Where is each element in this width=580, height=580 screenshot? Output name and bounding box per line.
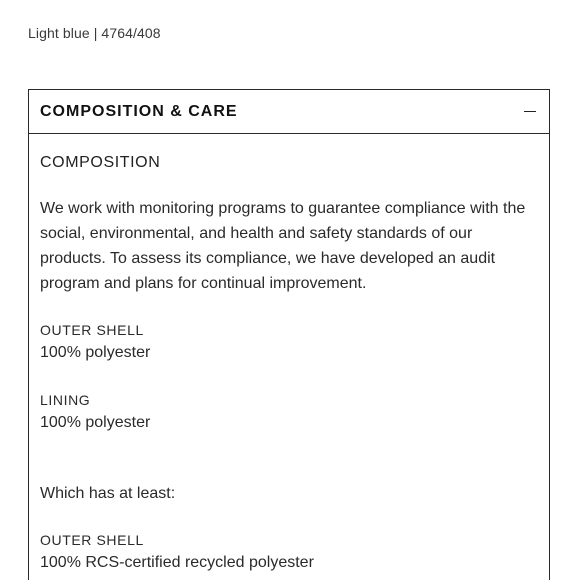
- material-block-lining: [40, 390, 150, 435]
- certified-value: 100% RCS-certified recycled polyester: [40, 554, 314, 571]
- compliance-paragraph: We work with monitoring programs to guarantee compliance with the social, environmental, and health and safety standards of our products. To assess its compliance, we have developed an audit program and plans for continual improvement.: [40, 200, 526, 292]
- composition-heading: COMPOSITION: [40, 154, 161, 171]
- accordion-header[interactable]: [29, 90, 549, 134]
- material-block-outer-shell: [40, 320, 150, 365]
- material-value: 100% polyester: [40, 344, 151, 361]
- material-value: 100% polyester: [40, 414, 151, 431]
- product-color-reference: Light blue | 4764/408: [28, 25, 161, 41]
- certified-block-outer-shell: [40, 530, 314, 575]
- material-label: OUTER SHELL: [40, 322, 144, 338]
- accordion-title: COMPOSITION & CARE: [40, 102, 238, 120]
- certification-note: Which has at least:: [40, 485, 176, 502]
- certified-label: OUTER SHELL: [40, 532, 144, 548]
- composition-care-accordion: [28, 89, 550, 580]
- material-label: LINING: [40, 392, 91, 408]
- minus-icon[interactable]: [524, 106, 536, 118]
